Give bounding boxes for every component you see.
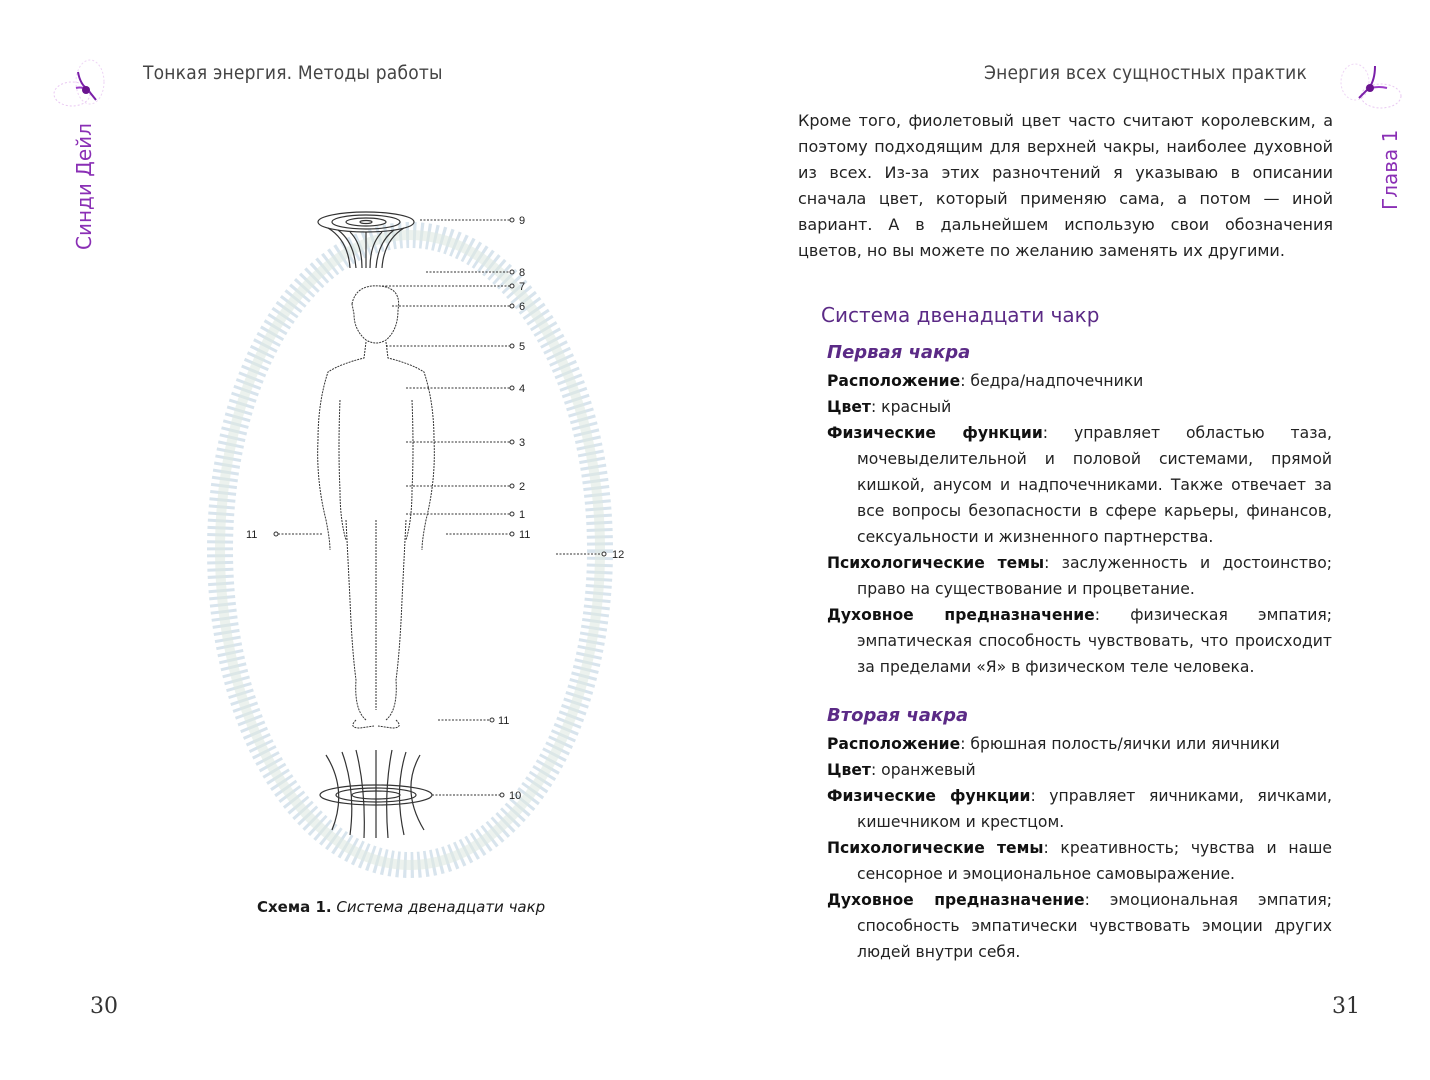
chakra-label-11-feet: 11	[498, 715, 510, 727]
entry-text: : оранжевый	[870, 761, 976, 779]
chakra-label-8: 8	[519, 267, 526, 279]
chakra-label-3: 3	[519, 437, 526, 449]
right-page	[715, 0, 1430, 1080]
chakra-block-first	[827, 340, 1332, 680]
entry-text: : управляет яичниками, яичками, кишечником и крестцом.	[857, 787, 1332, 831]
chakra-label-9: 9	[519, 215, 526, 227]
entry-label: Психологические темы	[827, 554, 1045, 572]
entry-label: Цвет	[827, 398, 871, 416]
caption-number: Схема 1.	[257, 898, 332, 916]
entry-color	[827, 757, 1332, 783]
entry-text: : эмоциональная эмпатия; способность эмпатически чувствовать эмоции других людей внутри себя.	[857, 891, 1332, 961]
entry-psychological	[827, 835, 1332, 887]
intro-paragraph: Кроме того, фиолетовый цвет часто считают королевским, а поэтому подходящим для верхней чакры, наиболее духовной из всех. Из-за этих разночтений я указываю в описании сначала цвет, который применяю сама, а потом — иной вариант. А в дальнейшем использую свои обозначения цветов, но вы можете по желанию заменять их другими.	[798, 111, 1333, 260]
page-number-left: 30	[90, 994, 118, 1019]
chakra-label-4: 4	[519, 383, 526, 395]
entry-label: Физические функции	[827, 424, 1043, 442]
entry-location	[827, 731, 1332, 757]
chakra-label-6: 6	[519, 301, 526, 313]
figure-caption	[257, 898, 545, 916]
entry-psychological	[827, 550, 1332, 602]
entry-label: Расположение	[827, 372, 961, 390]
entry-physical	[827, 783, 1332, 835]
entry-label: Расположение	[827, 735, 961, 753]
chakra-label-5: 5	[519, 341, 526, 353]
entry-text: : заслуженность и достоинство; право на существование и процветание.	[857, 554, 1332, 598]
chakra-label-11-left: 11	[246, 529, 258, 541]
chakra-label-12: 12	[612, 549, 625, 561]
author-name: Синди Дейл	[72, 123, 96, 250]
entry-spiritual	[827, 602, 1332, 680]
entry-text: : брюшная полость/яички или яичники	[960, 735, 1280, 753]
entry-color	[827, 394, 1332, 420]
entry-text: : управляет областью таза, мочевыделительной и половой системами, прямой кишкой, анусом и надпочечниками. Также отвечает за все вопросы безопасности в сфере карьеры, финансов, сексуальности и жизненного партнерства.	[857, 424, 1332, 546]
section-title: Система двенадцати чакр	[821, 303, 1100, 327]
entry-label: Цвет	[827, 761, 871, 779]
running-head-book-title: Тонкая энергия. Методы работы	[143, 62, 443, 84]
butterfly-icon	[1335, 52, 1405, 122]
entry-text: : красный	[870, 398, 952, 416]
entry-label: Духовное предназначение	[827, 606, 1095, 624]
chakra-diagram	[180, 180, 650, 890]
chapter-label: Глава 1	[1378, 129, 1402, 210]
entry-spiritual	[827, 887, 1332, 965]
entry-label: Физические функции	[827, 787, 1031, 805]
entry-text: : физическая эмпатия; эмпатическая способность чувствовать, что происходит за пределами «Я» в физическом теле человека.	[857, 606, 1332, 676]
entry-label: Духовное предназначение	[827, 891, 1085, 909]
entry-text: : бедра/надпочечники	[960, 372, 1144, 390]
chakra-label-11-right: 11	[519, 529, 531, 541]
butterfly-icon	[50, 52, 120, 122]
chakra-title: Первая чакра	[827, 342, 971, 363]
entry-text: : креативность; чувства и наше сенсорное и эмоциональное самовыражение.	[857, 839, 1333, 883]
chakra-title: Вторая чакра	[827, 705, 969, 726]
human-figure	[318, 286, 435, 728]
entry-physical	[827, 420, 1332, 550]
entry-location	[827, 368, 1332, 394]
entry-label: Психологические темы	[827, 839, 1044, 857]
page-number-right: 31	[1332, 994, 1360, 1019]
running-head-chapter-title: Энергия всех сущностных практик	[983, 62, 1307, 84]
caption-title: Система двенадцати чакр	[336, 898, 546, 916]
chakra-block-second	[827, 703, 1332, 965]
chakra-label-1: 1	[519, 509, 526, 521]
chakra-label-10: 10	[509, 790, 522, 802]
chakra-label-2: 2	[519, 481, 526, 493]
chakra-label-7: 7	[519, 281, 526, 293]
